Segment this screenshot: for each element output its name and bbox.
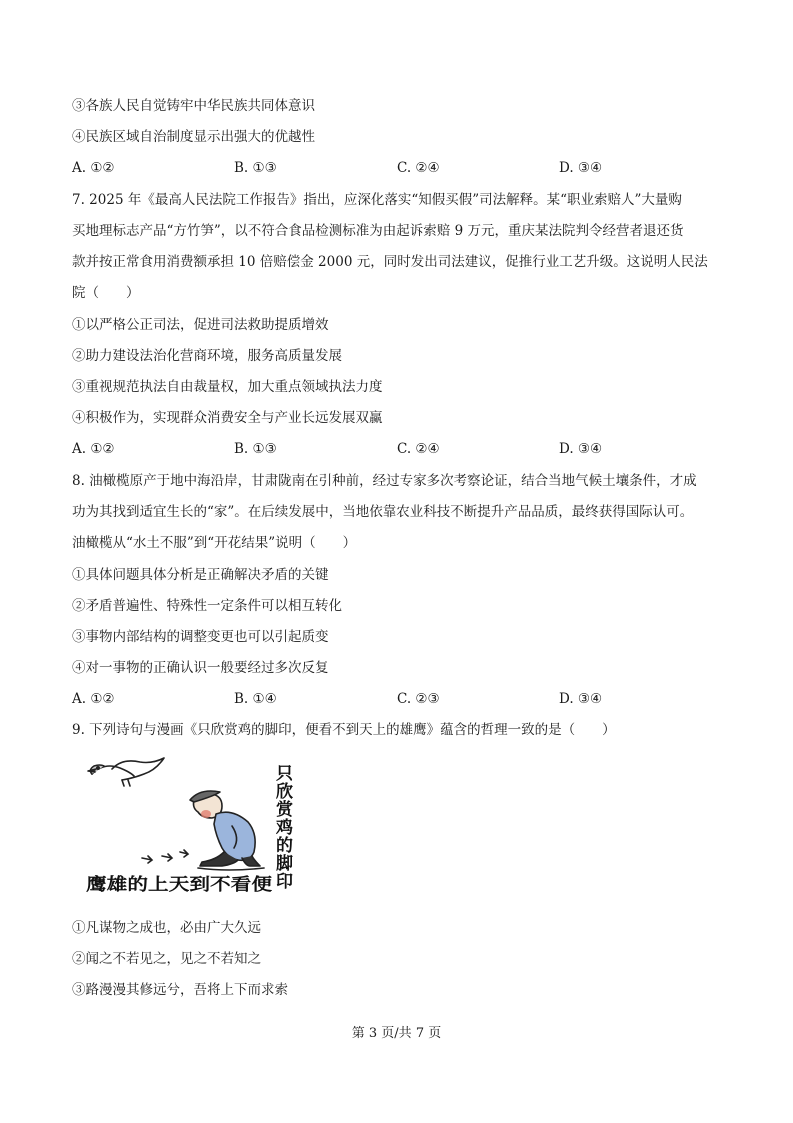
- option-b[interactable]: B. ①③: [234, 160, 277, 176]
- q7-stem-line: 院（ ）: [72, 285, 140, 301]
- q7-statement: ④积极作为，实现群众消费安全与产业长远发展双赢: [72, 410, 383, 426]
- q8-statement: ②矛盾普遍性、特殊性一定条件可以相互转化: [72, 598, 342, 614]
- man-figure: [190, 791, 264, 870]
- answer-options: [72, 158, 732, 178]
- statement: ③各族人民自觉铸牢中华民族共同体意识: [72, 98, 315, 114]
- q7-statement: ③重视规范执法自由裁量权，加大重点领域执法力度: [72, 379, 383, 395]
- q8-stem-line: 8. 油橄榄原产于地中海沿岸，甘肃陇南在引种前，经过专家多次考察论证，结合当地气候土壤条件，才成: [72, 473, 697, 489]
- q7-answer-options: [72, 439, 732, 459]
- cartoon-illustration: [82, 752, 300, 900]
- q9-statement: ②闻之不若见之，见之不若知之: [72, 951, 261, 967]
- option-a[interactable]: A. ①②: [72, 441, 115, 457]
- option-d[interactable]: D. ③④: [559, 160, 603, 176]
- eagle-icon: [88, 758, 164, 786]
- q8-stem-line: 功为其找到适宜生长的“家”。在后续发展中，当地依靠农业科技不断提升产品品质，最终获得国际认可。: [72, 504, 694, 520]
- option-b[interactable]: B. ①④: [234, 691, 277, 707]
- q7-statement: ①以严格公正司法，促进司法救助提质增效: [72, 317, 329, 333]
- cartoon-horizontal-caption: 鹰雄的上天到不看便: [86, 875, 239, 895]
- footprints-arrows: [142, 850, 188, 863]
- q8-statement: ①具体问题具体分析是正确解决矛盾的关键: [72, 567, 329, 583]
- q8-answer-options: [72, 689, 732, 709]
- q9-statement: ①凡谋物之成也，必由广大久远: [72, 920, 261, 936]
- q7-statement: ②助力建设法治化营商环境，服务高质量发展: [72, 348, 342, 364]
- cartoon-vertical-caption: 只欣赏鸡的脚印: [272, 764, 292, 890]
- option-d[interactable]: D. ③④: [559, 441, 603, 457]
- option-a[interactable]: A. ①②: [72, 691, 115, 707]
- q9-statement: ③路漫漫其修远兮，吾将上下而求索: [72, 982, 288, 998]
- option-c[interactable]: C. ②④: [397, 160, 440, 176]
- option-c[interactable]: C. ②③: [397, 691, 440, 707]
- q8-statement: ③事物内部结构的调整变更也可以引起质变: [72, 629, 329, 645]
- cartoon-drawing: [82, 752, 300, 900]
- q7-stem-line: 7. 2025 年《最高人民法院工作报告》指出，应深化落实“知假买假”司法解释。某“职业索赔人”大量购: [72, 192, 682, 208]
- q7-stem-line: 款并按正常食用消费额承担 10 倍赔偿金 2000 元，同时发出司法建议，促推行业工艺升级。这说明人民法: [72, 254, 708, 270]
- option-c[interactable]: C. ②④: [397, 441, 440, 457]
- option-d[interactable]: D. ③④: [559, 691, 603, 707]
- page-footer: 第 3 页/共 7 页: [351, 1026, 442, 1041]
- option-a[interactable]: A. ①②: [72, 160, 115, 176]
- statement: ④民族区域自治制度显示出强大的优越性: [72, 129, 315, 145]
- option-b[interactable]: B. ①③: [234, 441, 277, 457]
- q8-statement: ④对一事物的正确认识一般要经过多次反复: [72, 660, 329, 676]
- q8-stem-line: 油橄榄从“水土不服”到“开花结果”说明（ ）: [72, 535, 357, 551]
- q7-stem-line: 买地理标志产品“方竹笋”，以不符合食品检测标准为由起诉索赔 9 万元，重庆某法院判令经营者退还货: [72, 223, 684, 239]
- q9-stem: 9. 下列诗句与漫画《只欣赏鸡的脚印，便看不到天上的雄鹰》蕴含的哲理一致的是（ ）: [72, 722, 616, 738]
